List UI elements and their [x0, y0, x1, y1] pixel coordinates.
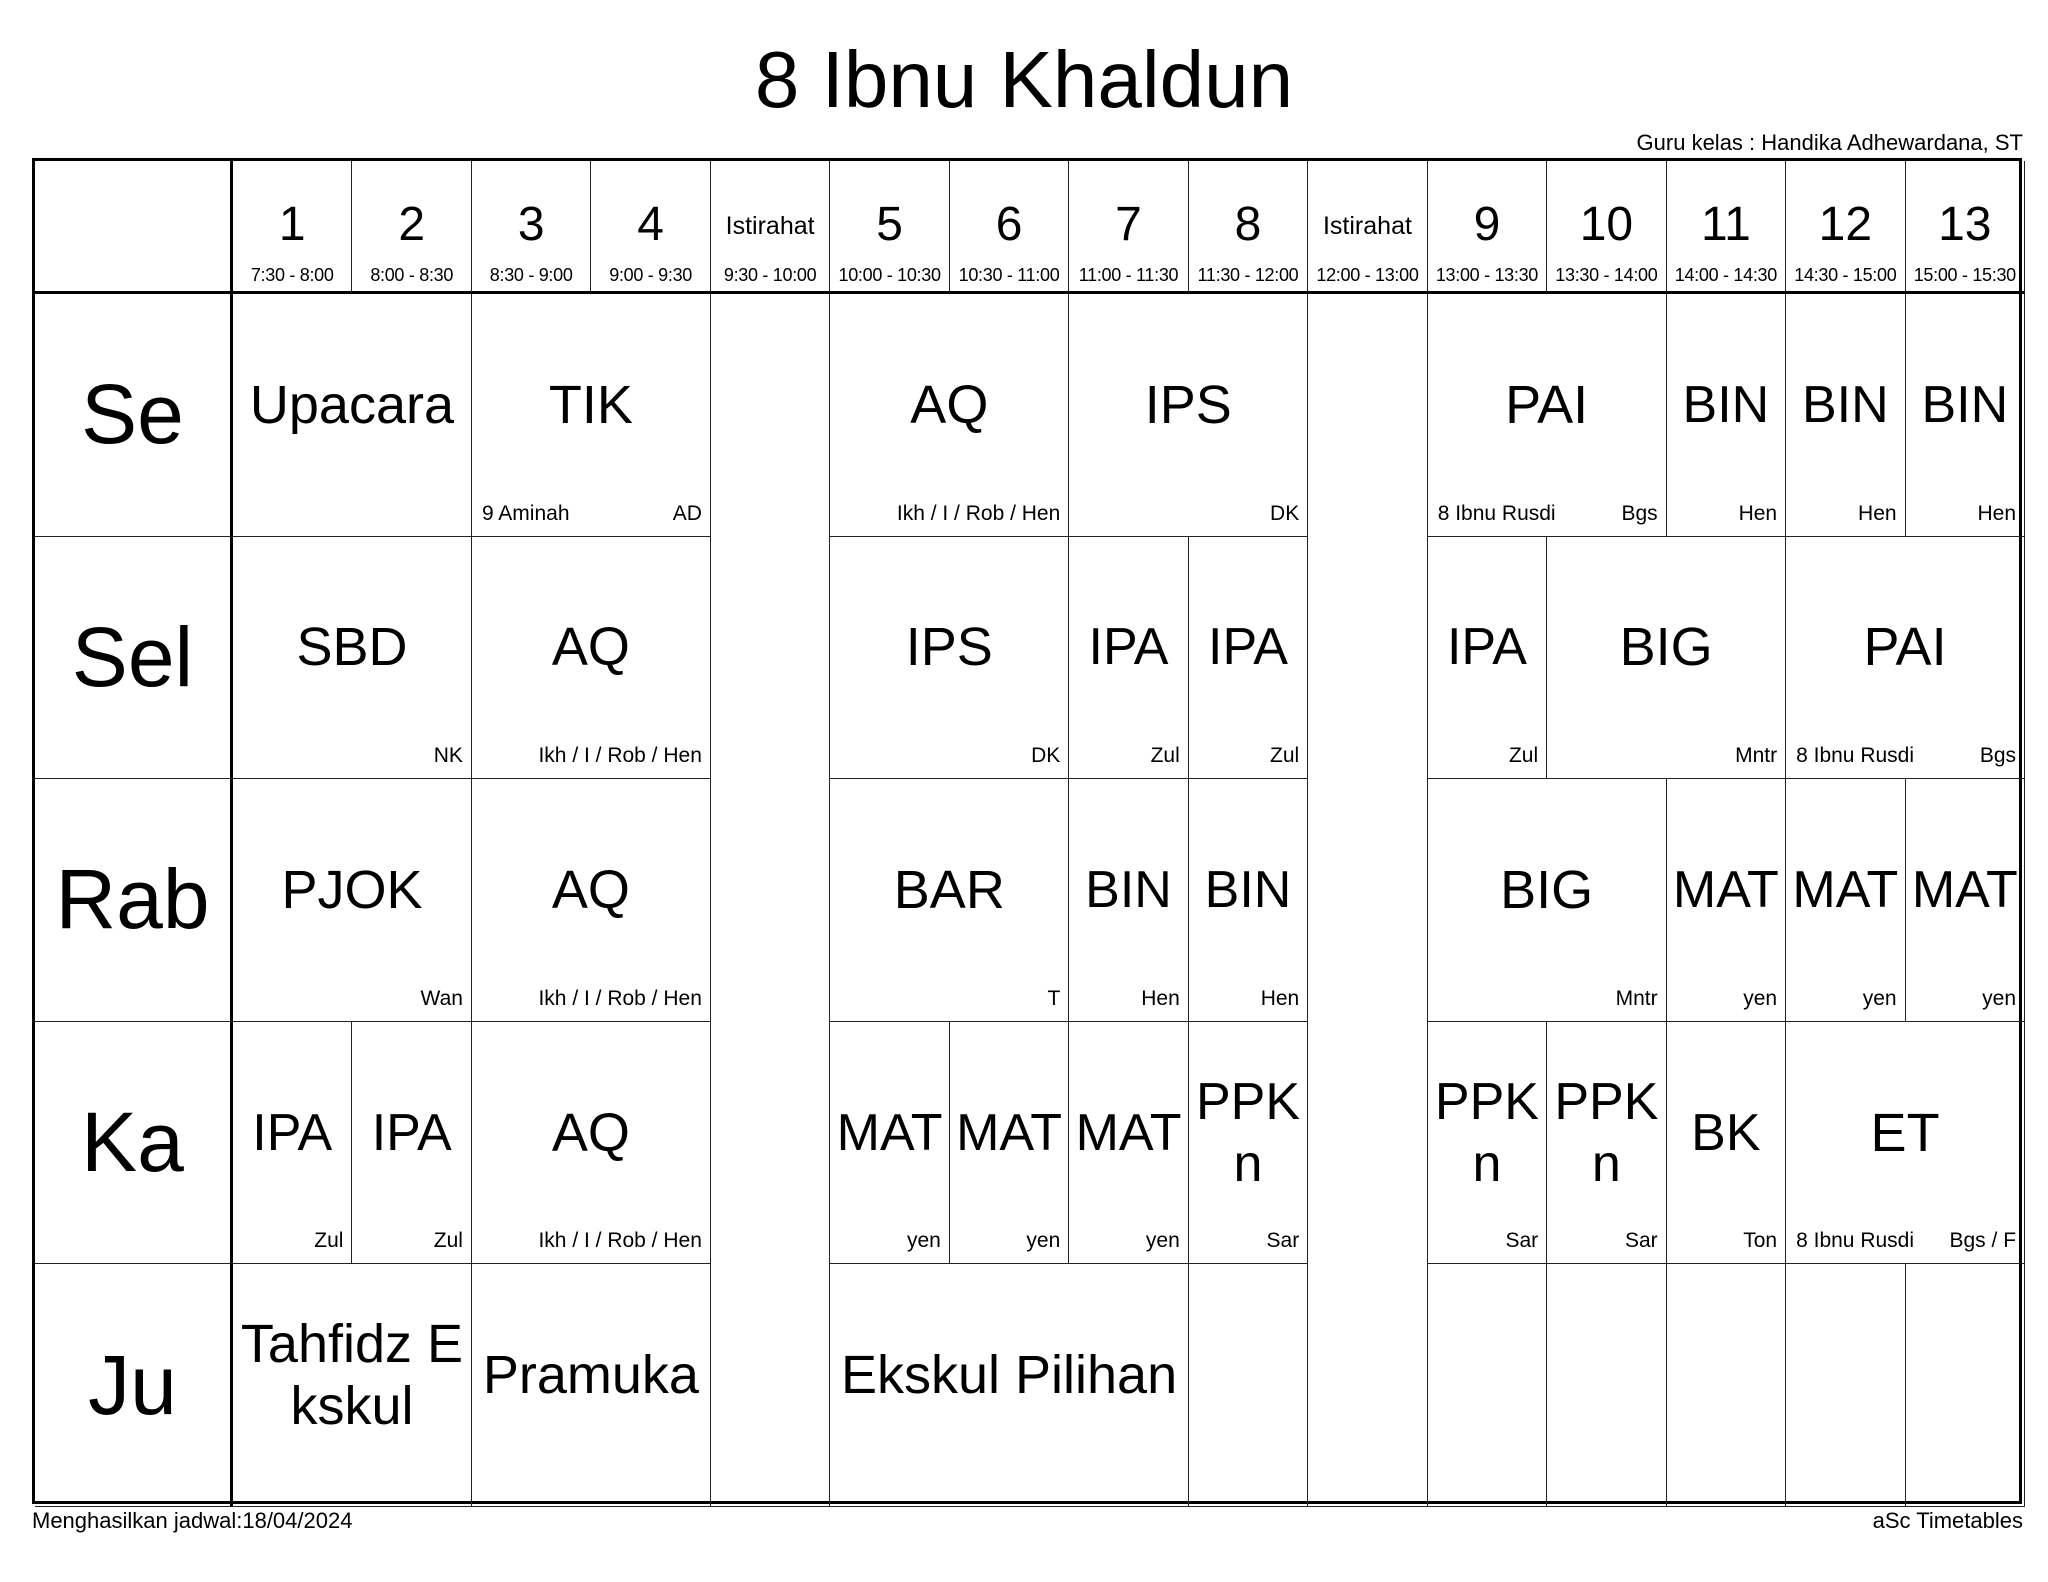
period-time: 9:30 - 10:00 [723, 265, 817, 285]
period-label: 1 [278, 198, 306, 251]
period-label: 8 [1234, 198, 1262, 251]
empty-cell [1189, 1264, 1308, 1507]
empty-cell [1308, 294, 1427, 1507]
period-header [1069, 161, 1188, 294]
lesson-subject: BIN [1085, 860, 1172, 919]
lesson-cell [1667, 294, 1786, 537]
period-header [830, 161, 949, 294]
lesson-subject: AQ [910, 374, 989, 435]
lesson-teacher: Ikh / I / Rob / Hen [896, 501, 1061, 525]
period-time: 12:00 - 13:00 [1316, 265, 1419, 285]
lesson-teacher: Hen [1858, 501, 1897, 525]
lesson-subject: IPA [371, 1103, 452, 1162]
lesson-subject: PJOK [281, 859, 423, 920]
lesson-cell [1547, 537, 1786, 780]
lesson-subject: AQ [551, 617, 630, 678]
lesson-teacher: Zul [1150, 744, 1180, 768]
lesson-teacher: Bgs / F [1949, 1229, 2017, 1253]
empty-cell [1547, 1264, 1666, 1507]
lesson-cell [1906, 779, 2025, 1022]
lesson-teacher: Mntr [1735, 744, 1778, 768]
lesson-subject: MAT [1911, 860, 2018, 919]
lesson-teacher: DK [1270, 501, 1300, 525]
period-header [591, 161, 710, 294]
period-label: 11 [1700, 198, 1751, 251]
lesson-teacher: Ikh / I / Rob / Hen [538, 744, 702, 768]
lesson-cell [1786, 294, 1905, 537]
lesson-subject: PAI [1505, 374, 1589, 435]
lesson-teacher: T [1047, 986, 1061, 1010]
period-label: Istirahat [725, 212, 815, 240]
period-time: 8:00 - 8:30 [370, 265, 454, 285]
lesson-teacher: Sar [1266, 1229, 1300, 1253]
empty-cell [711, 294, 830, 1507]
lesson-subject: MAT [1792, 860, 1899, 919]
lesson-cell [1786, 537, 2025, 780]
grid-corner [35, 161, 233, 294]
lesson-teacher: Hen [1260, 986, 1300, 1010]
day-label: Se [35, 294, 233, 537]
lesson-teacher: Hen [1141, 986, 1180, 1010]
brand-label: aSc Timetables [1872, 1508, 2023, 1533]
period-header [1428, 161, 1547, 294]
lesson-teacher: Bgs [1621, 501, 1658, 525]
period-time: 9:00 - 9:30 [609, 265, 693, 285]
lesson-teacher: yen [906, 1229, 941, 1253]
period-label: 9 [1473, 198, 1501, 251]
lesson-room: 8 Ibnu Rusdi [1796, 744, 1915, 768]
lesson-cell [1069, 294, 1308, 537]
day-label: Sel [35, 537, 233, 780]
lesson-cell [472, 1022, 711, 1265]
period-time: 14:00 - 14:30 [1674, 265, 1777, 285]
lesson-teacher: DK [1031, 744, 1061, 768]
period-time: 13:30 - 14:00 [1555, 265, 1658, 285]
period-header [1547, 161, 1666, 294]
empty-cell [1667, 1264, 1786, 1507]
page-title: 8 Ibnu Khaldun [754, 35, 1294, 124]
lesson-teacher: NK [433, 744, 463, 768]
lesson-subject: MAT [836, 1103, 943, 1162]
period-label: 10 [1579, 198, 1634, 251]
lesson-cell [1069, 779, 1188, 1022]
lesson-subject: IPS [905, 617, 993, 678]
lesson-teacher: Hen [1977, 501, 2017, 525]
empty-cell [1428, 1264, 1547, 1507]
lesson-teacher: yen [1743, 986, 1778, 1010]
lesson-teacher: yen [1145, 1229, 1180, 1253]
lesson-subject: TIK [548, 374, 633, 435]
lesson-cell [1428, 779, 1667, 1022]
lesson-room: 9 Aminah [481, 501, 570, 525]
lesson-cell [233, 537, 472, 780]
lesson-teacher: yen [1862, 986, 1897, 1010]
lesson-cell [1069, 1022, 1188, 1265]
period-header [1189, 161, 1308, 294]
day-label: Ju [35, 1264, 233, 1507]
lesson-subject: Ekskul Pilihan [840, 1345, 1178, 1406]
period-header [1786, 161, 1905, 294]
lesson-teacher: Ikh / I / Rob / Hen [538, 1229, 702, 1253]
lesson-subject: IPA [252, 1103, 333, 1162]
lesson-subject: BIG [1500, 859, 1594, 920]
lesson-subject: SBD [296, 617, 408, 678]
lesson-cell [1428, 1022, 1547, 1265]
lesson-cell [830, 779, 1069, 1022]
lesson-subject: MAT [956, 1103, 1062, 1162]
lesson-subject: IPA [1446, 618, 1527, 677]
period-time: 7:30 - 8:00 [250, 265, 334, 285]
lesson-subject: BIG [1619, 617, 1713, 678]
lesson-subject: IPA [1088, 618, 1169, 677]
lesson-cell [1786, 1022, 2025, 1265]
lesson-teacher: AD [672, 501, 702, 525]
lesson-subject: BK [1691, 1103, 1761, 1162]
period-time: 13:00 - 13:30 [1435, 265, 1539, 285]
lesson-teacher: Zul [1508, 744, 1539, 768]
lesson-cell [1189, 537, 1308, 780]
lesson-teacher: Ton [1743, 1229, 1778, 1253]
period-time: 8:30 - 9:00 [489, 265, 573, 285]
period-time: 15:00 - 15:30 [1913, 265, 2016, 285]
lesson-teacher: yen [1026, 1229, 1061, 1253]
lesson-cell [1428, 294, 1667, 537]
empty-cell [1906, 1264, 2025, 1507]
lesson-subject: Upacara [249, 374, 455, 435]
lesson-subject: BIN [1801, 375, 1889, 434]
lesson-room: 8 Ibnu Rusdi [1437, 501, 1556, 525]
period-label: 6 [995, 198, 1023, 251]
lesson-cell [950, 1022, 1069, 1265]
lesson-teacher: Zul [314, 1229, 344, 1253]
lesson-cell [233, 1022, 352, 1265]
lesson-subject: BIN [1204, 860, 1292, 919]
period-header [1308, 161, 1427, 294]
lesson-subject: MAT [1672, 860, 1779, 919]
period-label: 12 [1818, 198, 1873, 251]
period-header [711, 161, 830, 294]
lesson-subject: Pramuka [482, 1345, 699, 1406]
period-header [352, 161, 471, 294]
period-label: 7 [1115, 198, 1142, 251]
day-label: Rab [35, 779, 233, 1022]
day-label: Ka [35, 1022, 233, 1265]
lesson-subject: IPS [1144, 374, 1232, 435]
lesson-subject: BIN [1682, 375, 1770, 434]
period-time: 10:00 - 10:30 [838, 265, 941, 285]
period-time: 11:00 - 11:30 [1078, 265, 1179, 285]
lesson-subject: PAI [1863, 617, 1947, 678]
lesson-cell [830, 537, 1069, 780]
lesson-teacher: Zul [1270, 744, 1300, 768]
homeroom-teacher: Guru kelas : Handika Adhewardana, ST [1636, 130, 2023, 155]
lesson-teacher: Bgs [1979, 744, 2017, 768]
period-header [1667, 161, 1786, 294]
lesson-teacher: Sar [1505, 1229, 1539, 1253]
lesson-teacher: Mntr [1615, 986, 1658, 1010]
lesson-cell [830, 294, 1069, 537]
lesson-cell [1069, 537, 1188, 780]
lesson-subject: PPKn [1195, 1072, 1301, 1193]
lesson-cell [233, 294, 472, 537]
period-label: 4 [637, 198, 664, 251]
lesson-cell [1906, 294, 2025, 537]
lesson-cell [1547, 1022, 1666, 1265]
empty-cell [1786, 1264, 1905, 1507]
period-label: 5 [876, 198, 903, 251]
lesson-subject: BIN [1921, 375, 2009, 434]
lesson-subject: AQ [551, 1102, 630, 1163]
lesson-cell [1189, 779, 1308, 1022]
period-label: Istirahat [1322, 212, 1412, 240]
lesson-teacher: Zul [433, 1229, 463, 1253]
lesson-cell [1667, 1022, 1786, 1265]
lesson-subject: ET [1870, 1102, 1940, 1163]
lesson-teacher: Ikh / I / Rob / Hen [538, 986, 702, 1010]
period-label: 3 [517, 198, 545, 251]
lesson-cell [472, 779, 711, 1022]
lesson-teacher: Wan [420, 986, 463, 1010]
lesson-cell [1786, 779, 1905, 1022]
period-label: 2 [398, 198, 426, 251]
lesson-cell [1189, 1022, 1308, 1265]
lesson-teacher: Sar [1624, 1229, 1658, 1253]
period-header [472, 161, 591, 294]
timetable-grid [32, 158, 2022, 1504]
lesson-subject: AQ [551, 859, 630, 920]
period-header [1906, 161, 2025, 294]
period-label: 13 [1938, 198, 1992, 251]
period-header [233, 161, 352, 294]
lesson-teacher: yen [1982, 986, 2017, 1010]
lesson-subject: Tahfidz Ekskul [240, 1314, 464, 1437]
lesson-cell [1667, 779, 1786, 1022]
lesson-subject: PPKn [1434, 1072, 1539, 1193]
lesson-cell [352, 1022, 471, 1265]
lesson-cell [233, 779, 472, 1022]
period-time: 14:30 - 15:00 [1794, 265, 1897, 285]
lesson-cell [830, 1022, 949, 1265]
lesson-subject: PPKn [1554, 1072, 1659, 1193]
lesson-cell [472, 537, 711, 780]
lesson-teacher: Hen [1738, 501, 1778, 525]
lesson-cell [233, 1264, 472, 1507]
lesson-subject: BAR [893, 859, 1005, 920]
lesson-cell [472, 294, 711, 537]
lesson-cell [830, 1264, 1188, 1507]
lesson-subject: MAT [1075, 1103, 1182, 1162]
lesson-room: 8 Ibnu Rusdi [1796, 1229, 1915, 1253]
lesson-cell [472, 1264, 711, 1507]
period-header [950, 161, 1069, 294]
period-time: 11:30 - 12:00 [1197, 265, 1299, 285]
lesson-subject: IPA [1208, 618, 1288, 677]
period-time: 10:30 - 11:00 [958, 265, 1060, 285]
lesson-cell [1428, 537, 1547, 780]
generated-date: Menghasilkan jadwal:18/04/2024 [32, 1508, 353, 1533]
